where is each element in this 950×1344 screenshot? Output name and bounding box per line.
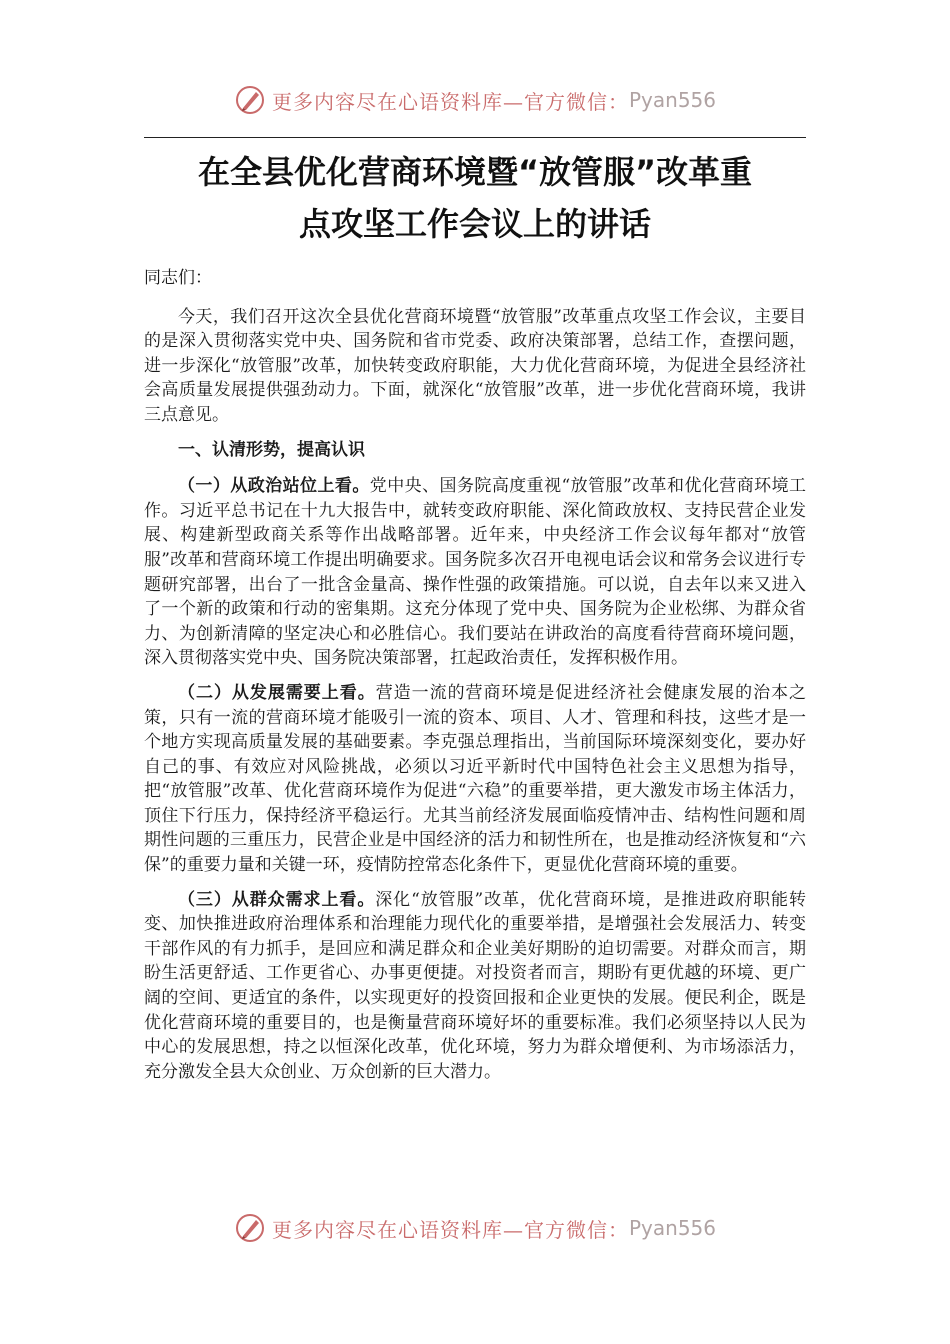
banner-wechat-id: Pyan556: [628, 1216, 716, 1240]
header-divider: [144, 137, 806, 138]
document-body: [144, 266, 806, 1094]
banner-text: 更多内容尽在心语资料库—官方微信：: [271, 89, 629, 114]
paragraph-lead: （二）从发展需要上看。: [178, 682, 376, 703]
header-banner: [0, 80, 950, 120]
paragraph-lead: （一）从政治站位上看。: [178, 476, 370, 497]
pen-logo-icon: [234, 1212, 266, 1244]
title-line-1: 在全县优化营商环境暨“放管服”改革重: [197, 153, 753, 191]
document-title: [144, 146, 806, 250]
banner-text: 更多内容尽在心语资料库—官方微信：: [271, 1217, 629, 1242]
title-line-2: 点攻坚工作会议上的讲话: [298, 205, 651, 243]
paragraph: [144, 474, 806, 671]
salutation: 同志们：: [144, 268, 212, 288]
pen-logo-icon: [234, 84, 266, 116]
banner-wechat-id: Pyan556: [628, 88, 716, 112]
paragraph: [144, 681, 806, 878]
paragraph-body: 营造一流的营商环境是促进经济社会健康发展的治本之策，只有一流的营商环境才能吸引一流的资本、项目、人才、管理和科技，这些才是一个地方实现高质量发展的基础要素。李克强总理指出，当前国际环境深刻变化，要办好自己的事、有效应对风险挑战，必须以习近平新时代中国特色社会主义思想为指导，把“放管服”改革、优化营商环境作为促进“六稳”的重要举措，更大激发市场主体活力，顶住下行压力，保持经济平稳运行。尤其当前经济发展面临疫情冲击、结构性问题和周期性问题的三重压力，民营企业是中国经济的活力和韧性所在，也是推动经济恢复和“六保”的重要力量和关键一环，疫情防控常态化条件下，更显优化营商环境的重要。: [144, 682, 807, 876]
paragraph-body: 党中央、国务院高度重视“放管服”改革和优化营商环境工作。习近平总书记在十九大报告中，就转变政府职能、深化简政放权、支持民营企业发展、构建新型政商关系等作出战略部署。近年来，中央经济工作会议每年都对“放管服”改革和营商环境工作提出明确要求。国务院多次召开电视电话会议和常务会议进行专题研究部署，出台了一批含金量高、操作性强的政策措施。可以说，自去年以来又进入了一个新的政策和行动的密集期。这充分体现了党中央、国务院为企业松绑、为群众省力、为创新清障的坚定决心和必胜信心。我们要站在讲政治的高度看待营商环境问题，深入贯彻落实党中央、国务院决策部署，扛起政治责任，发挥积极作用。: [144, 476, 807, 669]
section-heading: 一、认清形势，提高认识: [178, 439, 365, 460]
footer-banner: [0, 1208, 950, 1248]
paragraph-body: 深化“放管服”改革，优化营商环境，是推进政府职能转变、加快推进政府治理体系和治理能力现代化的重要举措，是增强社会发展活力、转变干部作风的有力抓手，是回应和满足群众和企业美好期盼的迫切需要。对群众而言，期盼生活更舒适、工作更省心、办事更便捷。对投资者而言，期盼有更优越的环境、更广阔的空间、更适宜的条件，以实现更好的投资回报和企业更快的发展。便民利企，既是优化营商环境的重要目的，也是衡量营商环境好坏的重要标准。我们必须坚持以人民为中心的发展思想，持之以恒深化改革，优化环境，努力为群众增便利、为市场添活力，充分激发全县大众创业、万众创新的巨大潜力。: [144, 889, 806, 1082]
intro-paragraph: 今天，我们召开这次全县优化营商环境暨“放管服”改革重点攻坚工作会议，主要目的是深入贯彻落实党中央、国务院和省市党委、政府决策部署，总结工作，查摆问题，进一步深化“放管服”改革，加快转变政府职能，大力优化营商环境，为促进全县经济社会高质量发展提供强劲动力。下面，就深化“放管服”改革，进一步优化营商环境，我讲三点意见。: [144, 306, 806, 425]
paragraph-lead: （三）从群众需求上看。: [178, 889, 376, 910]
paragraph: [144, 888, 806, 1085]
